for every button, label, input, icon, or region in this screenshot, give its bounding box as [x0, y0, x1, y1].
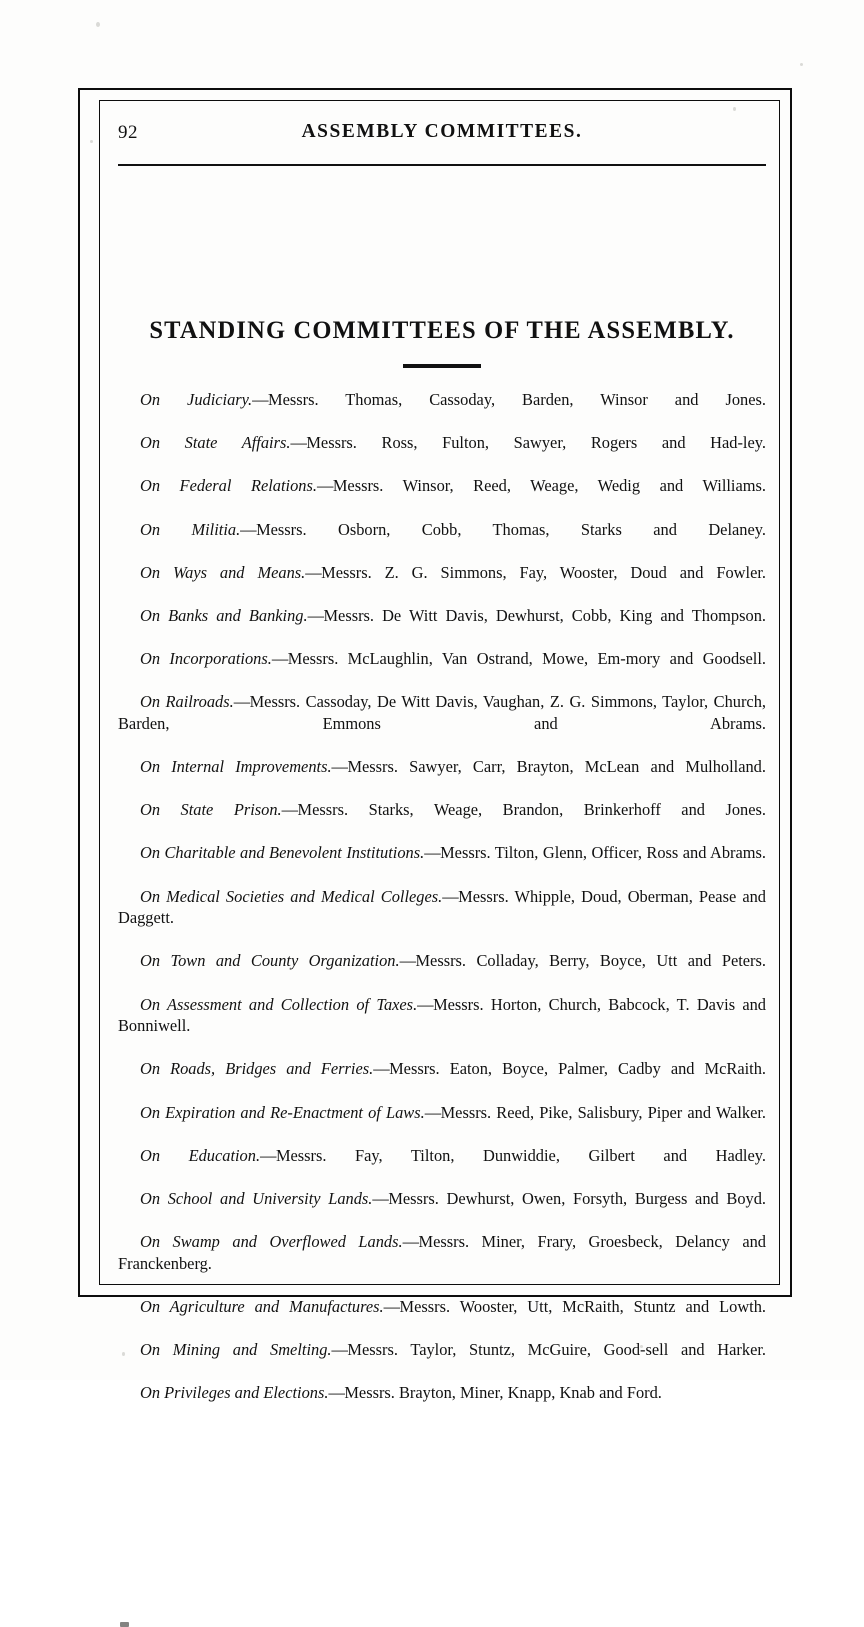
- committee-members: Messrs. Winsor, Reed, Weage, Wedig and Williams.: [332, 476, 766, 496]
- page-content: [118, 112, 767, 1403]
- committee-name: On State Affairs.: [140, 433, 291, 453]
- em-dash-separator: —: [307, 605, 324, 625]
- em-dash-separator: —: [424, 843, 441, 863]
- committee-name: On Expiration and Re-Enactment of Laws.: [140, 1102, 425, 1122]
- committee-entry: [118, 562, 766, 605]
- committee-name: On Swamp and Overflowed Lands.: [140, 1232, 403, 1252]
- scan-speck: [800, 63, 803, 66]
- committee-entry: [118, 1102, 766, 1145]
- committee-members: Messrs. Z. G. Simmons, Fay, Wooster, Doud and Fowler.: [321, 562, 766, 582]
- em-dash-separator: —: [290, 433, 307, 453]
- em-dash-separator: —: [271, 649, 288, 669]
- scan-speck: [96, 22, 100, 27]
- committee-entry: [118, 1339, 766, 1382]
- em-dash-separator: —: [331, 1340, 348, 1360]
- committee-name: On Privileges and Elections.: [140, 1383, 329, 1403]
- committee-name: On Judiciary.: [140, 390, 253, 409]
- committee-members: Messrs. Sawyer, Carr, Brayton, McLean and Mulholland.: [347, 757, 766, 777]
- committee-entry: [118, 475, 766, 518]
- em-dash-separator: —: [373, 1059, 390, 1079]
- committee-entry: [118, 432, 766, 475]
- header-rule: [118, 164, 766, 166]
- em-dash-separator: —: [252, 390, 269, 409]
- committee-name: On Roads, Bridges and Ferries.: [140, 1059, 374, 1079]
- committee-name: On Agriculture and Manufactures.: [140, 1296, 384, 1316]
- em-dash-separator: —: [328, 1383, 345, 1403]
- em-dash-separator: —: [399, 951, 416, 971]
- committee-members: Messrs. Dewhurst, Owen, Forsyth, Burgess and Boyd.: [388, 1188, 767, 1208]
- em-dash-separator: —: [260, 1145, 276, 1165]
- committee-members: Messrs. Taylor, Stuntz, McGuire, Good-sell and Harker.: [347, 1340, 766, 1360]
- committee-members: Messrs. Horton, Church, Babcock, T. Davis and Bonniwell.: [118, 994, 767, 1036]
- committee-members: Messrs. Starks, Weage, Brandon, Brinkerhoff and Jones.: [297, 800, 766, 820]
- committee-entry: [118, 842, 766, 885]
- committee-members: Messrs. De Witt Davis, Dewhurst, Cobb, King and Thompson.: [323, 605, 766, 625]
- committee-name: On Medical Societies and Medical Colleges.: [140, 886, 443, 906]
- title-divider-rule: [403, 364, 481, 368]
- committee-entry: [118, 994, 766, 1059]
- scan-speck: [120, 1622, 129, 1627]
- committee-name: On Charitable and Benevolent Institutions.: [140, 843, 425, 863]
- em-dash-separator: —: [442, 886, 459, 906]
- committee-entry: [118, 756, 766, 799]
- committee-name: On Education.: [140, 1145, 261, 1165]
- committee-entry: [118, 1296, 766, 1339]
- committee-name: On Railroads.: [140, 692, 234, 712]
- em-dash-separator: —: [233, 692, 250, 712]
- em-dash-separator: —: [316, 476, 333, 496]
- em-dash-separator: —: [417, 994, 434, 1014]
- committee-entry: [118, 950, 766, 993]
- committee-name: On Banks and Banking.: [140, 605, 308, 625]
- committee-entry: [118, 691, 766, 756]
- committee-name: On Mining and Smelting.: [140, 1340, 332, 1360]
- committee-members: Messrs. Osborn, Cobb, Thomas, Starks and Delaney.: [256, 519, 766, 539]
- page-title: STANDING COMMITTEES OF THE ASSEMBLY.: [149, 317, 735, 344]
- committee-entry: [118, 605, 766, 648]
- committee-name: On School and University Lands.: [140, 1188, 373, 1208]
- committee-entry: [118, 886, 766, 951]
- committee-entry: [118, 1188, 766, 1231]
- committee-members: Messrs. Eaton, Boyce, Palmer, Cadby and McRaith.: [389, 1059, 767, 1079]
- em-dash-separator: —: [331, 757, 348, 777]
- committee-members: Messrs. Cassoday, De Witt Davis, Vaughan, Z. G. Simmons, Taylor, Church, Barden, Emmons and Abrams.: [118, 692, 766, 733]
- committee-members: Messrs. Thomas, Cassoday, Barden, Winsor and Jones.: [268, 390, 766, 409]
- committee-entry: [118, 799, 766, 842]
- em-dash-separator: —: [240, 519, 257, 539]
- em-dash-separator: —: [424, 1102, 441, 1122]
- committee-members: Messrs. Fay, Tilton, Dunwiddie, Gilbert and Hadley.: [275, 1145, 766, 1165]
- committee-name: On Assessment and Collection of Taxes.: [140, 994, 418, 1014]
- committee-members: Messrs. Reed, Pike, Salisbury, Piper and Walker.: [440, 1102, 766, 1122]
- committee-entry: [118, 648, 766, 691]
- em-dash-separator: —: [372, 1188, 389, 1208]
- committee-members: Messrs. Wooster, Utt, McRaith, Stuntz and Lowth.: [399, 1296, 767, 1316]
- committee-name: On Incorporations.: [140, 649, 272, 669]
- running-head: [118, 112, 766, 160]
- committee-name: On Militia.: [140, 519, 241, 539]
- committee-name: On State Prison.: [140, 800, 282, 820]
- committee-members: Messrs. Colladay, Berry, Boyce, Utt and Peters.: [415, 951, 766, 971]
- committee-entry: [118, 519, 766, 562]
- committee-members: Messrs. McLaughlin, Van Ostrand, Mowe, Em-mory and Goodsell.: [287, 649, 766, 669]
- committee-members: Messrs. Miner, Frary, Groesbeck, Delancy and Franckenberg.: [118, 1232, 767, 1273]
- committee-entry: [118, 1058, 766, 1101]
- committee-name: On Internal Improvements.: [140, 757, 332, 777]
- committee-members: Messrs. Ross, Fulton, Sawyer, Rogers and Had-ley.: [306, 433, 766, 453]
- committee-members: Messrs. Brayton, Miner, Knapp, Knab and Ford.: [344, 1383, 662, 1403]
- em-dash-separator: —: [281, 800, 298, 820]
- running-head-title: ASSEMBLY COMMITTEES.: [301, 120, 583, 142]
- committee-name: On Federal Relations.: [140, 476, 317, 496]
- em-dash-separator: —: [383, 1296, 400, 1316]
- committee-members: Messrs. Whipple, Doud, Oberman, Pease and Daggett.: [118, 886, 766, 928]
- em-dash-separator: —: [402, 1232, 419, 1252]
- committee-entry: [118, 1145, 766, 1188]
- committee-entry: [118, 1231, 766, 1296]
- committee-name: On Town and County Organization.: [140, 951, 400, 971]
- committee-entry: [118, 1382, 766, 1425]
- committee-members: Messrs. Tilton, Glenn, Officer, Ross and Abrams.: [440, 843, 766, 863]
- committee-list: [118, 389, 766, 1426]
- page-number: 92: [118, 122, 138, 143]
- committee-entry: [118, 389, 766, 432]
- committee-name: On Ways and Means.: [140, 562, 306, 582]
- em-dash-separator: —: [305, 562, 322, 582]
